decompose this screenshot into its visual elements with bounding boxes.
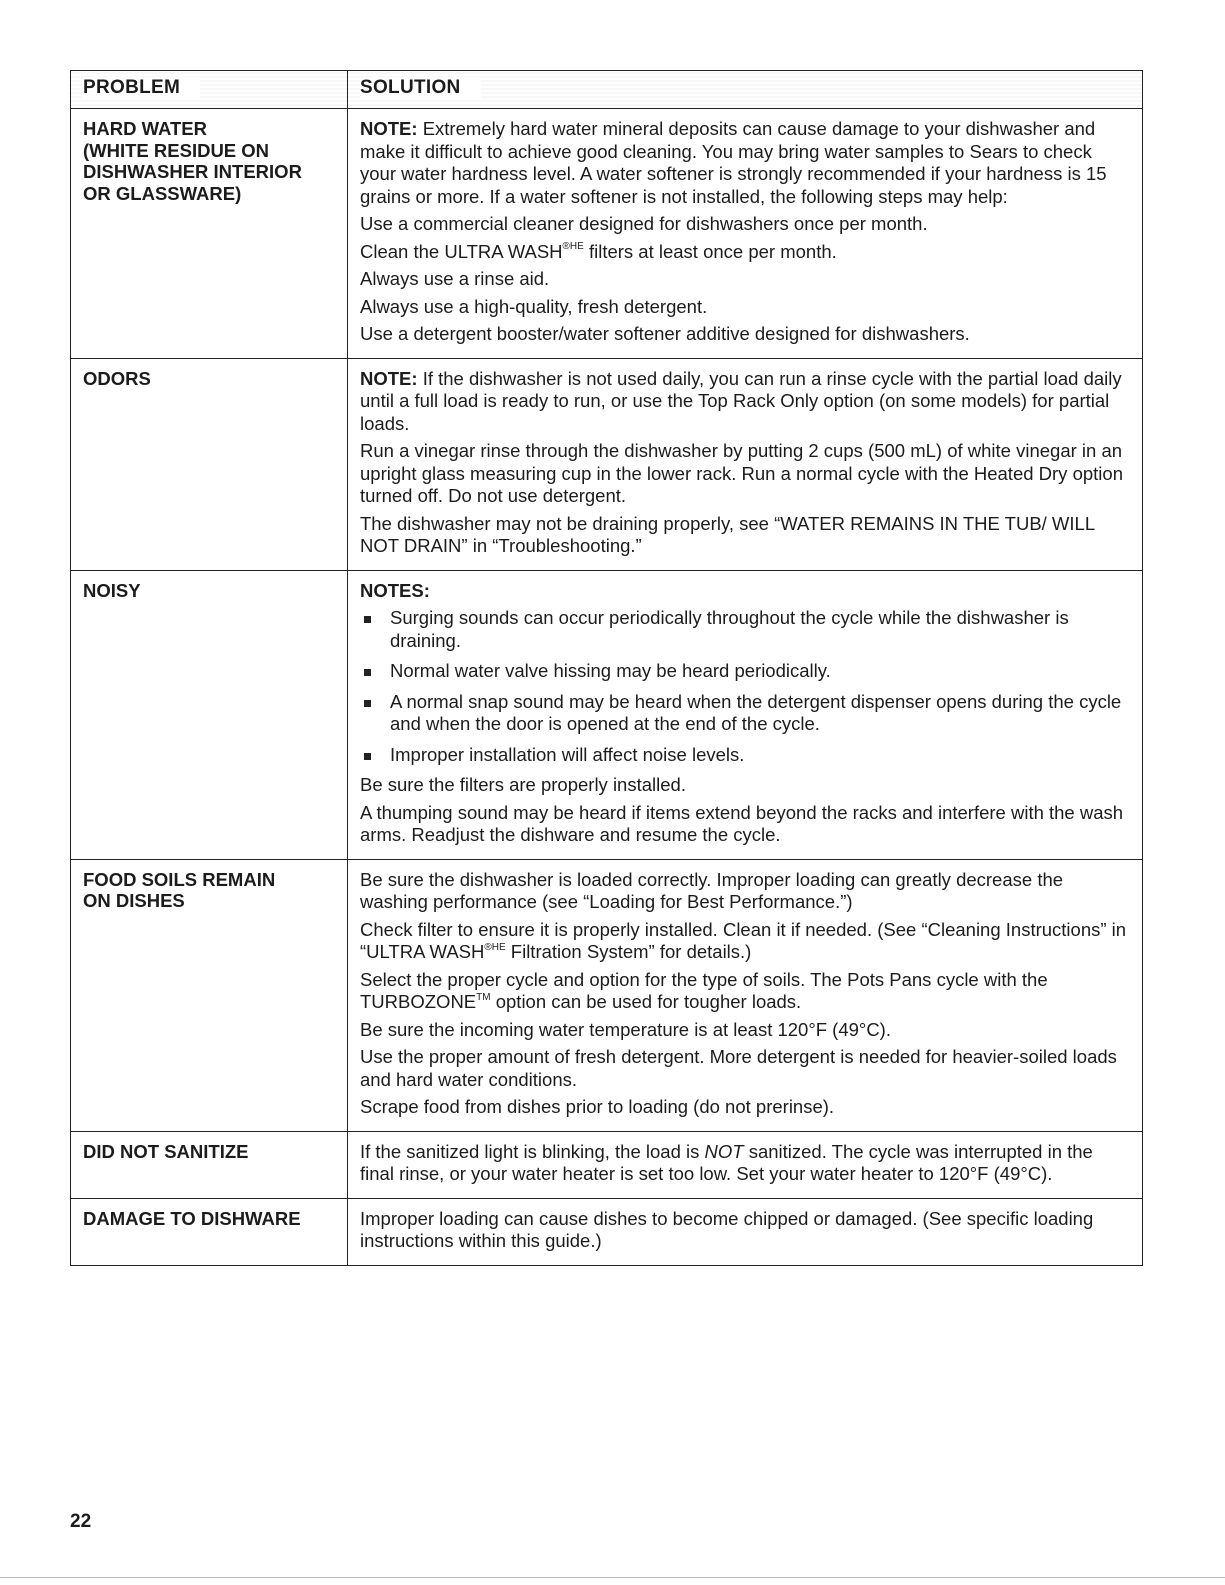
text-fragment: option can be used for tougher loads. [490,991,802,1012]
solution-paragraph: Use the proper amount of fresh detergent. More detergent is needed for heavier-soiled loads and hard water conditions. [360,1046,1117,1090]
solution-paragraph: A thumping sound may be heard if items extend beyond the racks and interfere with the wash arms. Readjust the dishware and resume the cycle. [360,801,1124,845]
table-row [71,570,1143,859]
solution-cell [348,859,1143,1131]
problem-text: HARD WATER (WHITE RESIDUE ON DISHWASHER INTERIOR OR GLASSWARE) [83,118,302,204]
problem-cell [71,358,348,570]
problem-header-label: PROBLEM [83,77,200,98]
bullet-square-icon [364,669,371,676]
solution-cell [348,570,1143,859]
list-item-text: Improper installation will affect noise levels. [390,743,745,765]
solution-paragraph: The dishwasher may not be draining properly, see “WATER REMAINS IN THE TUB/ WILL NOT DRAIN” in “Troubleshooting.” [360,512,1095,556]
solution-paragraph: Always use a rinse aid. [360,268,550,289]
note-label: NOTE: [360,367,418,389]
solution-paragraph [360,969,1130,1014]
solution-paragraph: Use a detergent booster/water softener additive designed for dishwashers. [360,323,970,344]
problem-cell [71,1198,348,1265]
solution-cell [348,1131,1143,1198]
problem-text: NOISY [83,579,141,601]
solution-paragraph: Be sure the filters are properly installed. [360,774,686,795]
page-number: 22 [70,1511,92,1532]
list-item-text: Normal water valve hissing may be heard periodically. [390,660,831,681]
note-text: If the dishwasher is not used daily, you can run a rinse cycle with the partial load daily until a full load is ready to run, or use the Top Rack Only option (on some models) for partial loads. [360,367,1122,434]
note-paragraph [360,368,1130,436]
bullet-square-icon [364,753,371,760]
solution-header-label: SOLUTION [360,77,481,98]
notes-label: NOTES: [360,579,430,601]
table-header-row [71,71,1143,109]
notes-list [360,607,1130,766]
solution-paragraph [360,919,1130,964]
text-fragment: Check filter to ensure it is properly installed. Clean it if needed. (See “Cleaning Instructions” in “ULTRA WASH [360,918,1127,962]
problem-text: ODORS [83,367,151,389]
table-row [71,109,1143,359]
problem-cell [71,109,348,359]
list-item [360,744,1130,767]
problem-text: DID NOT SANITIZE [83,1140,249,1162]
solution-paragraph: Be sure the incoming water temperature is at least 120°F (49°C). [360,1018,891,1040]
problem-cell [71,1131,348,1198]
problem-cell [71,570,348,859]
solution-cell [348,358,1143,570]
table-row [71,1198,1143,1265]
bullet-square-icon [364,616,371,623]
solution-paragraph: Run a vinegar rinse through the dishwasher by putting 2 cups (500 mL) of white vinegar in an upright glass measuring cup in the lower rack. Run a normal cycle with the Heated Dry option turned off. Do not use detergent. [360,440,1123,506]
problem-text: DAMAGE TO DISHWARE [83,1207,301,1229]
text-fragment: Select the proper cycle and option for the type of soils. The Pots Pans cycle with the TURBOZONE [360,968,1048,1012]
text-fragment: Clean the ULTRA WASH [360,240,563,262]
solution-paragraph: Improper loading can cause dishes to become chipped or damaged. (See specific loading instructions within this guide.) [360,1207,1094,1251]
page-bottom-divider [0,1577,1225,1578]
note-label: NOTE: [360,118,418,139]
text-fragment: Filtration System” for details.) [505,941,752,962]
table-row [71,859,1143,1131]
list-item-text: A normal snap sound may be heard when the detergent dispenser opens during the cycle and when the door is opened at the end of the cycle. [390,690,1122,734]
text-fragment: sanitized. The cycle was interrupted in the final rinse, or your water heater is set too low. Set your water heater to 120°F (49°C). [360,1140,1093,1184]
solution-paragraph [360,1141,1130,1186]
troubleshooting-table [70,70,1143,1266]
solution-paragraph: Always use a high-quality, fresh detergent. [360,295,708,317]
text-fragment: If the sanitized light is blinking, the load is [360,1140,705,1162]
solution-paragraph: Be sure the dishwasher is loaded correctly. Improper loading can greatly decrease the washing performance (see “Loading for Best Performance.”) [360,868,1064,912]
solution-paragraph: Use a commercial cleaner designed for dishwashers once per month. [360,213,928,234]
solution-cell [348,109,1143,359]
table-row [71,358,1143,570]
registered-mark: ®HE [484,941,506,953]
note-paragraph [360,118,1130,208]
bullet-square-icon [364,700,371,707]
list-item-text: Surging sounds can occur periodically throughout the cycle while the dishwasher is draining. [390,607,1069,651]
list-item [360,607,1130,652]
list-item [360,660,1130,683]
solution-column-header [348,71,1143,109]
text-fragment: filters at least once per month. [583,240,837,262]
list-item [360,691,1130,736]
note-text: Extremely hard water mineral deposits can cause damage to your dishwasher and make it difficult to achieve good cleaning. You may bring water samples to Sears to check your water hardness level. A water softener is strongly recommended if your hardness is 15 grains or more. If a water softener is not installed, the following steps may help: [360,118,1107,207]
problem-cell [71,859,348,1131]
problem-column-header [71,71,348,109]
trademark-mark: TM [476,991,491,1003]
solution-cell [348,1198,1143,1265]
problem-text: FOOD SOILS REMAIN ON DISHES [83,868,276,912]
registered-mark: ®HE [562,241,584,253]
solution-paragraph: Scrape food from dishes prior to loading (do not prerinse). [360,1096,835,1117]
table-row [71,1131,1143,1198]
emphasis-text: NOT [704,1140,744,1162]
solution-paragraph [360,241,1130,264]
